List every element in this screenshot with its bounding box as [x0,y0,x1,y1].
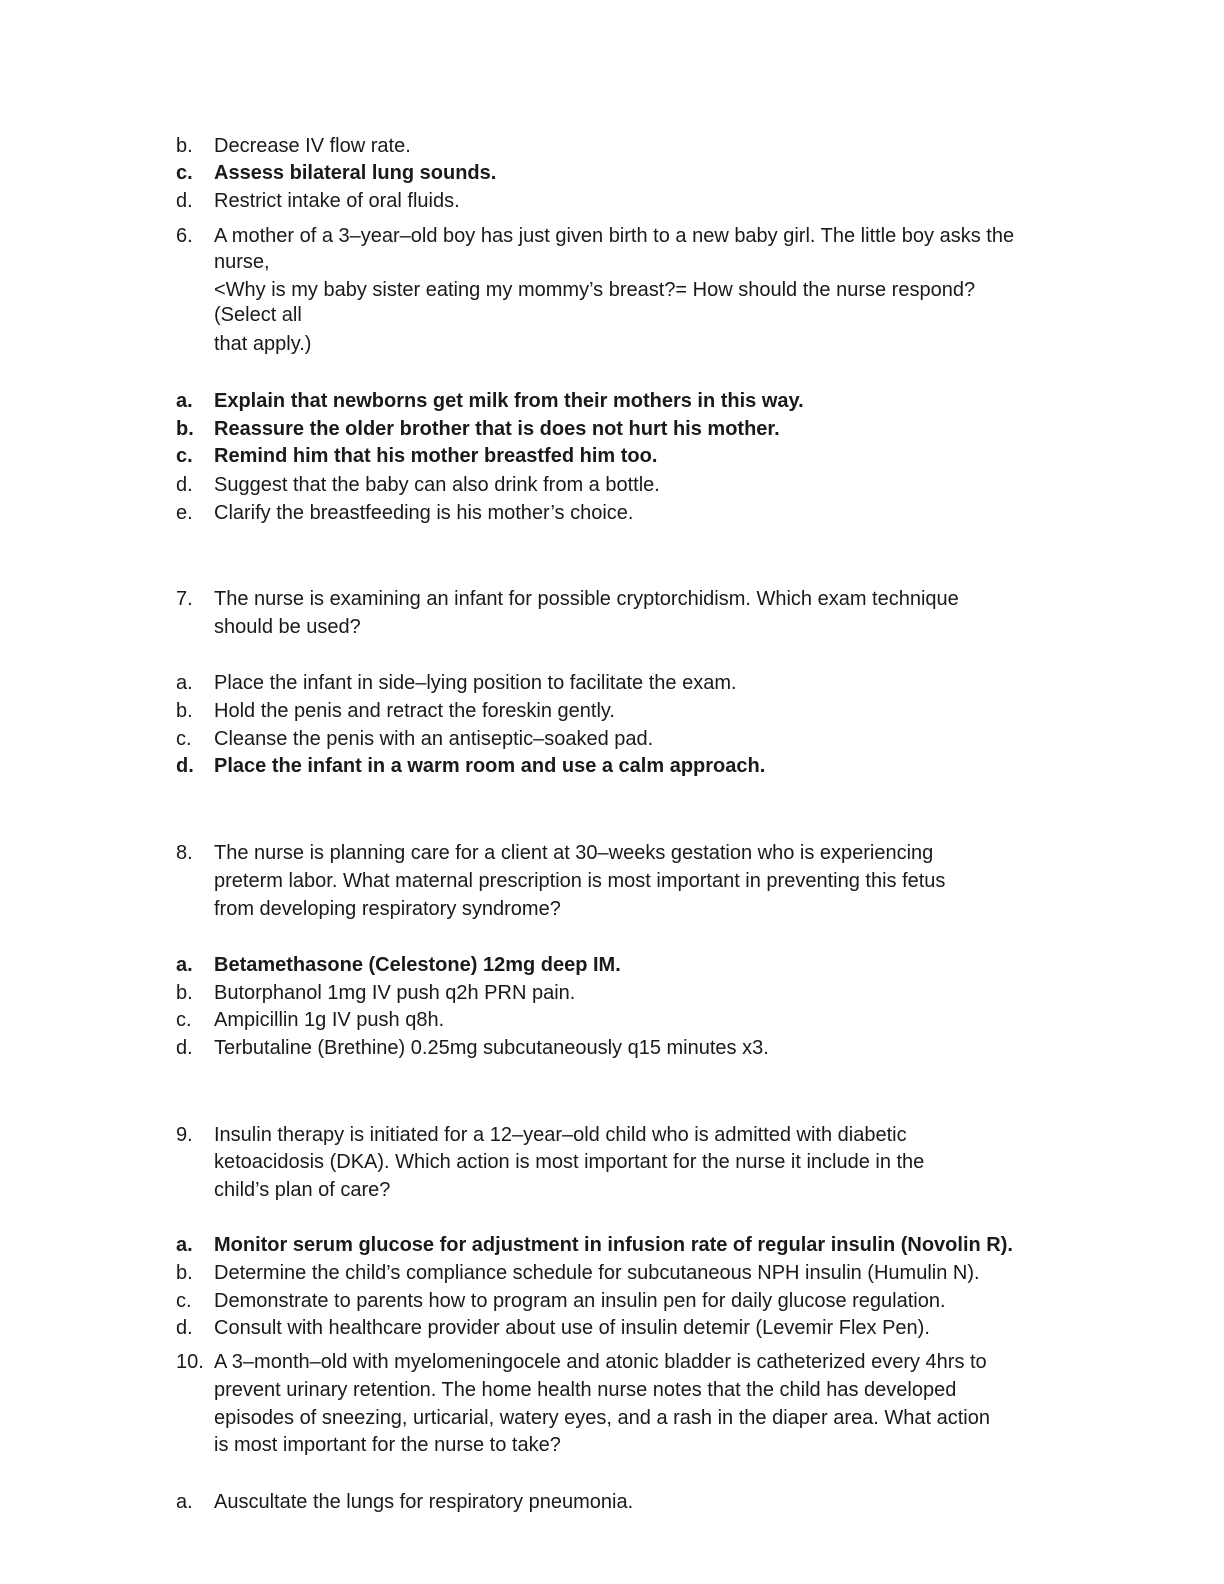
question-text: nurse, [214,251,270,273]
option-label: c. [176,1290,192,1312]
question-text: should be used? [214,616,361,638]
question-stem [0,1349,1224,1375]
question-text: preterm labor. What maternal prescription is most important in preventing this fetus [214,870,946,892]
answer-option [0,1260,1224,1286]
option-text: Suggest that the baby can also drink from a bottle. [214,474,660,496]
option-text: Butorphanol 1mg IV push q2h PRN pain. [214,982,576,1004]
question-text: The nurse is planning care for a client at 30–weeks gestation who is experiencing [214,842,934,864]
question-stem [0,1177,1224,1203]
option-text: Determine the child’s compliance schedule for subcutaneous NPH insulin (Humulin N). [214,1262,980,1284]
option-text: Assess bilateral lung sounds. [214,162,497,184]
question-stem [0,1405,1224,1431]
question-text: child’s plan of care? [214,1179,391,1201]
question-stem [0,1149,1224,1175]
option-text: Cleanse the penis with an antiseptic–soaked pad. [214,728,654,750]
correct-answer-option [0,753,1224,779]
option-label: d. [176,755,194,777]
question-stem [0,1377,1224,1403]
answer-option [0,1489,1224,1515]
answer-option [0,1007,1224,1033]
correct-answer-option [0,443,1224,469]
option-label: c. [176,162,193,184]
question-text: <Why is my baby sister eating my mommy’s breast?= How should the nurse respond? [214,279,976,301]
answer-option [0,500,1224,526]
option-text: Restrict intake of oral fluids. [214,190,460,212]
option-text: Place the infant in a warm room and use a calm approach. [214,755,766,777]
question-text: The nurse is examining an infant for possible cryptorchidism. Which exam technique [214,588,959,610]
question-number: 8. [176,842,193,864]
option-text: Demonstrate to parents how to program an insulin pen for daily glucose regulation. [214,1290,946,1312]
option-label: d. [176,1037,193,1059]
question-text: prevent urinary retention. The home health nurse notes that the child has developed [214,1379,957,1401]
answer-option [0,670,1224,696]
option-label: b. [176,135,193,157]
option-text: Clarify the breastfeeding is his mother’s choice. [214,502,634,524]
question-number: 9. [176,1124,193,1146]
question-stem [0,586,1224,612]
option-text: Hold the penis and retract the foreskin gently. [214,700,615,722]
question-stem [0,840,1224,866]
option-label: a. [176,1491,193,1513]
answer-option [0,726,1224,752]
option-text: Terbutaline (Brethine) 0.25mg subcutaneously q15 minutes x3. [214,1037,769,1059]
option-text: Place the infant in side–lying position to facilitate the exam. [214,672,737,694]
question-text: ketoacidosis (DKA). Which action is most important for the nurse it include in the [214,1151,925,1173]
question-text: episodes of sneezing, urticarial, watery eyes, and a rash in the diaper area. What action [214,1407,990,1429]
option-text: Remind him that his mother breastfed him too. [214,445,658,467]
option-label: b. [176,418,194,440]
option-text: Explain that newborns get milk from their mothers in this way. [214,390,804,412]
question-stem [0,614,1224,640]
question-stem [0,331,1224,357]
question-text: A mother of a 3–year–old boy has just given birth to a new baby girl. The little boy asks the [214,225,1015,247]
option-label: b. [176,700,193,722]
option-label: c. [176,728,192,750]
option-label: c. [176,1009,192,1031]
option-label: a. [176,954,193,976]
option-label: d. [176,190,193,212]
question-text: that apply.) [214,333,312,355]
option-text: Betamethasone (Celestone) 12mg deep IM. [214,954,621,976]
option-label: e. [176,502,193,524]
question-stem [0,223,1224,249]
question-number: 6. [176,225,193,247]
question-text: (Select all [214,304,302,326]
option-text: Reassure the older brother that is does not hurt his mother. [214,418,780,440]
answer-option [0,1288,1224,1314]
answer-option [0,698,1224,724]
correct-answer-option [0,388,1224,414]
correct-answer-option [0,1232,1224,1258]
option-text: Decrease IV flow rate. [214,135,411,157]
question-stem [0,302,1224,328]
option-label: b. [176,982,193,1004]
option-label: b. [176,1262,193,1284]
option-text: Consult with healthcare provider about use of insulin detemir (Levemir Flex Pen). [214,1317,930,1339]
answer-option [0,188,1224,214]
question-stem [0,277,1224,303]
option-label: d. [176,474,193,496]
answer-option [0,472,1224,498]
option-label: d. [176,1317,193,1339]
option-label: a. [176,672,193,694]
question-text: is most important for the nurse to take? [214,1434,561,1456]
question-stem [0,1122,1224,1148]
option-label: a. [176,1234,193,1256]
answer-option [0,1035,1224,1061]
option-text: Ampicillin 1g IV push q8h. [214,1009,445,1031]
correct-answer-option [0,952,1224,978]
question-text: Insulin therapy is initiated for a 12–year–old child who is admitted with diabetic [214,1124,907,1146]
question-stem [0,868,1224,894]
option-text: Monitor serum glucose for adjustment in infusion rate of regular insulin (Novolin R). [214,1234,1013,1256]
question-text: from developing respiratory syndrome? [214,898,561,920]
question-stem [0,896,1224,922]
correct-answer-option [0,416,1224,442]
option-text: Auscultate the lungs for respiratory pneumonia. [214,1491,634,1513]
question-text: A 3–month–old with myelomeningocele and atonic bladder is catheterized every 4hrs to [214,1351,987,1373]
answer-option [0,133,1224,159]
answer-option [0,980,1224,1006]
answer-option [0,1315,1224,1341]
correct-answer-option [0,160,1224,186]
option-label: a. [176,390,193,412]
question-stem [0,249,1224,275]
option-label: c. [176,445,193,467]
question-stem [0,1432,1224,1458]
question-number: 7. [176,588,193,610]
question-number: 10. [176,1351,204,1373]
